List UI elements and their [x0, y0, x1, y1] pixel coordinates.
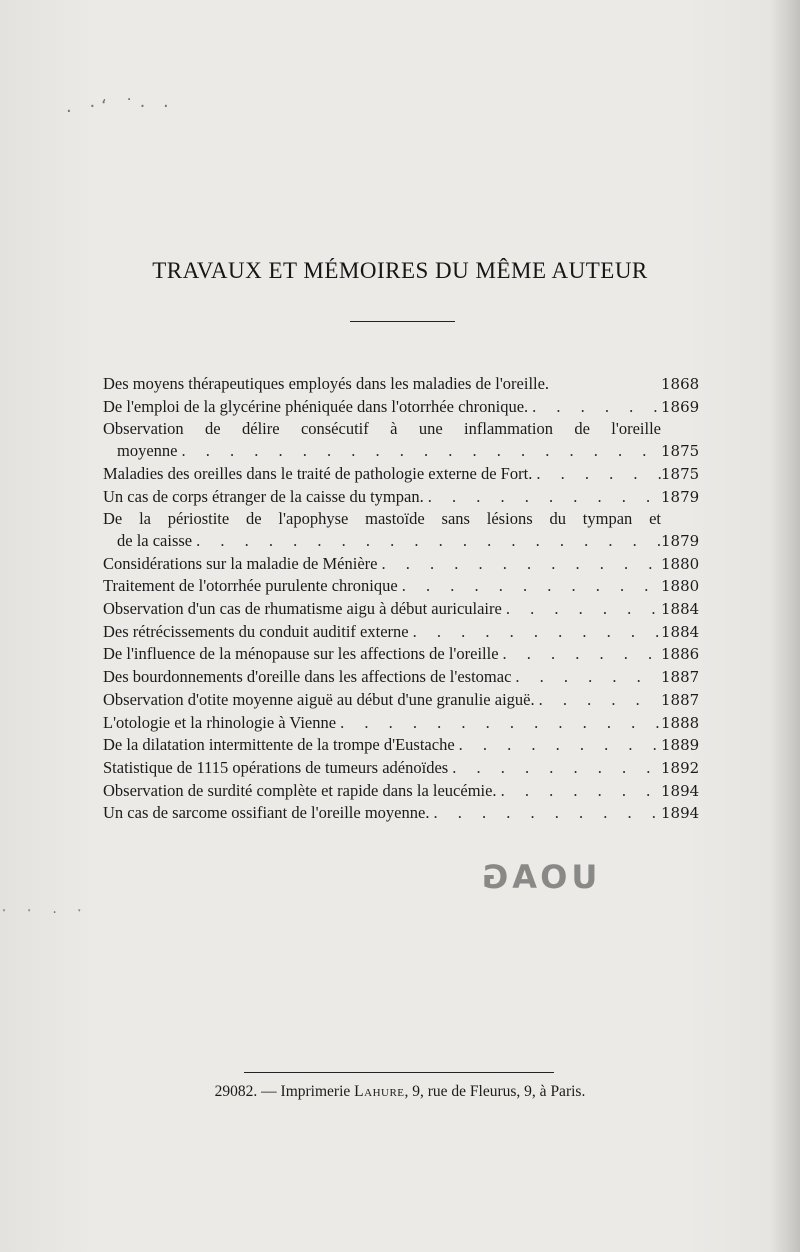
- entry-title: Traitement de l'otorrhée purulente chronique: [103, 576, 398, 596]
- entry-title: De la périostite de l'apophyse mastoïde sans lésions du tympan et: [103, 509, 661, 529]
- entry-title: Considérations sur la maladie de Ménière: [103, 553, 378, 573]
- entry-line: [103, 689, 699, 712]
- entry-title: moyenne: [117, 441, 178, 461]
- entry-year: 1884: [661, 600, 700, 619]
- imprint-line: [0, 1083, 800, 1101]
- work-entry: [103, 666, 699, 689]
- work-entry: [103, 486, 699, 509]
- imprint-label: Imprimerie: [280, 1083, 351, 1100]
- dot-leader: [502, 598, 661, 620]
- dot-leader: [409, 621, 661, 643]
- dot-leader: [499, 643, 661, 665]
- entry-year: 1875: [661, 464, 700, 483]
- work-entry: [103, 508, 699, 552]
- entry-line: [103, 530, 699, 553]
- dot-leader: [192, 530, 661, 552]
- imprint-dash: —: [261, 1083, 277, 1100]
- entry-line: [103, 418, 699, 440]
- entry-year: 1892: [661, 758, 700, 777]
- entry-line: [103, 508, 699, 530]
- work-entry: [103, 643, 699, 666]
- entry-year: 1894: [661, 804, 700, 823]
- work-entry: [103, 802, 699, 825]
- entry-year: 1886: [661, 645, 700, 664]
- work-entry: [103, 396, 699, 419]
- entry-title: Des moyens thérapeutiques employés dans les maladies de l'oreille.: [103, 374, 550, 393]
- entry-year: 1875: [661, 442, 700, 461]
- entry-title: Statistique de 1115 opérations de tumeurs adénoïdes: [103, 757, 449, 777]
- work-entry: [103, 418, 699, 462]
- entry-title: de la caisse: [117, 530, 193, 550]
- dot-leader: [177, 440, 661, 462]
- dot-leader: [398, 575, 661, 597]
- imprint-address: , 9, rue de Fleurus, 9, à Paris.: [404, 1083, 586, 1100]
- entry-title: De l'emploi de la glycérine phéniquée dans l'otorrhée chronique.: [103, 396, 529, 416]
- entry-line: [103, 734, 699, 757]
- entry-year: 1889: [661, 736, 700, 755]
- entry-line: [103, 757, 699, 780]
- entry-line: [103, 666, 699, 689]
- entry-line: [103, 643, 699, 666]
- entry-title: Observation d'otite moyenne aiguë au début d'une granulie aiguë.: [103, 689, 535, 709]
- entry-year: 1894: [661, 781, 700, 800]
- work-entry: [103, 598, 699, 621]
- entry-year: 1888: [661, 713, 700, 732]
- work-entry: [103, 373, 699, 396]
- dot-leader: [377, 553, 661, 575]
- ink-specks-left: ˑ ˑ · ˑ: [2, 905, 90, 921]
- imprint-printer: Lahure: [354, 1083, 405, 1100]
- dot-leader: [528, 396, 661, 418]
- work-entry: [103, 575, 699, 598]
- entry-title: Des bourdonnements d'oreille dans les affections de l'estomac: [103, 667, 512, 687]
- dot-leader: [448, 757, 661, 779]
- page-edge-shadow: [770, 0, 800, 1252]
- entry-title: Un cas de sarcome ossifiant de l'oreille moyenne.: [103, 803, 430, 823]
- entry-title: Observation de délire consécutif à une inflammation de l'oreille: [103, 419, 661, 439]
- entry-line: [103, 463, 699, 486]
- entry-line: [103, 486, 699, 509]
- entry-year: 1887: [661, 690, 700, 709]
- ink-specks-top: . ·‘ ˙· ·: [66, 96, 175, 117]
- entry-line: [103, 712, 699, 735]
- dot-leader: [336, 712, 661, 734]
- work-entry: [103, 734, 699, 757]
- dot-leader: [511, 666, 661, 688]
- entry-line: [103, 373, 699, 396]
- entry-year: 1869: [661, 397, 700, 416]
- entry-title: Observation de surdité complète et rapide dans la leucémie.: [103, 780, 497, 800]
- work-entry: [103, 712, 699, 735]
- library-stamp: UOAG: [478, 858, 598, 896]
- work-entry: [103, 621, 699, 644]
- entry-year: 1887: [661, 668, 700, 687]
- entry-year: 1880: [661, 554, 700, 573]
- dot-leader: [497, 780, 661, 802]
- entry-line: [103, 621, 699, 644]
- dot-leader: [455, 734, 661, 756]
- entry-line: [103, 440, 699, 463]
- entry-title: Maladies des oreilles dans le traité de pathologie externe de Fort.: [103, 463, 533, 483]
- entry-line: [103, 396, 699, 419]
- dot-leader: [424, 486, 661, 508]
- dot-leader: [429, 802, 661, 824]
- work-entry: [103, 757, 699, 780]
- entry-line: [103, 575, 699, 598]
- works-list: [103, 373, 699, 825]
- work-entry: [103, 780, 699, 803]
- entry-line: [103, 780, 699, 803]
- entry-year: 1884: [661, 622, 700, 641]
- entry-title: L'otologie et la rhinologie à Vienne: [103, 712, 337, 732]
- entry-title: Des rétrécissements du conduit auditif externe: [103, 621, 409, 641]
- entry-title: Un cas de corps étranger de la caisse du tympan.: [103, 486, 424, 506]
- entry-title: Observation d'un cas de rhumatisme aigu à début auriculaire: [103, 599, 502, 619]
- entry-year: 1868: [661, 375, 700, 393]
- entry-line: [103, 553, 699, 576]
- title-rule: [350, 321, 455, 322]
- entry-line: [103, 802, 699, 825]
- imprint-rule: [244, 1072, 554, 1073]
- entry-year: 1880: [661, 577, 700, 596]
- entry-year: 1879: [661, 531, 700, 550]
- entry-line: [103, 598, 699, 621]
- work-entry: [103, 689, 699, 712]
- page-title: TRAVAUX ET MÉMOIRES DU MÊME AUTEUR: [152, 258, 648, 283]
- work-entry: [103, 553, 699, 576]
- dot-leader: [535, 689, 661, 711]
- entry-year: 1879: [661, 487, 700, 506]
- dot-leader: [532, 463, 661, 485]
- entry-title: De la dilatation intermittente de la trompe d'Eustache: [103, 735, 455, 755]
- imprint-number: 29082.: [214, 1083, 258, 1100]
- entry-title: De l'influence de la ménopause sur les affections de l'oreille: [103, 644, 499, 664]
- work-entry: [103, 463, 699, 486]
